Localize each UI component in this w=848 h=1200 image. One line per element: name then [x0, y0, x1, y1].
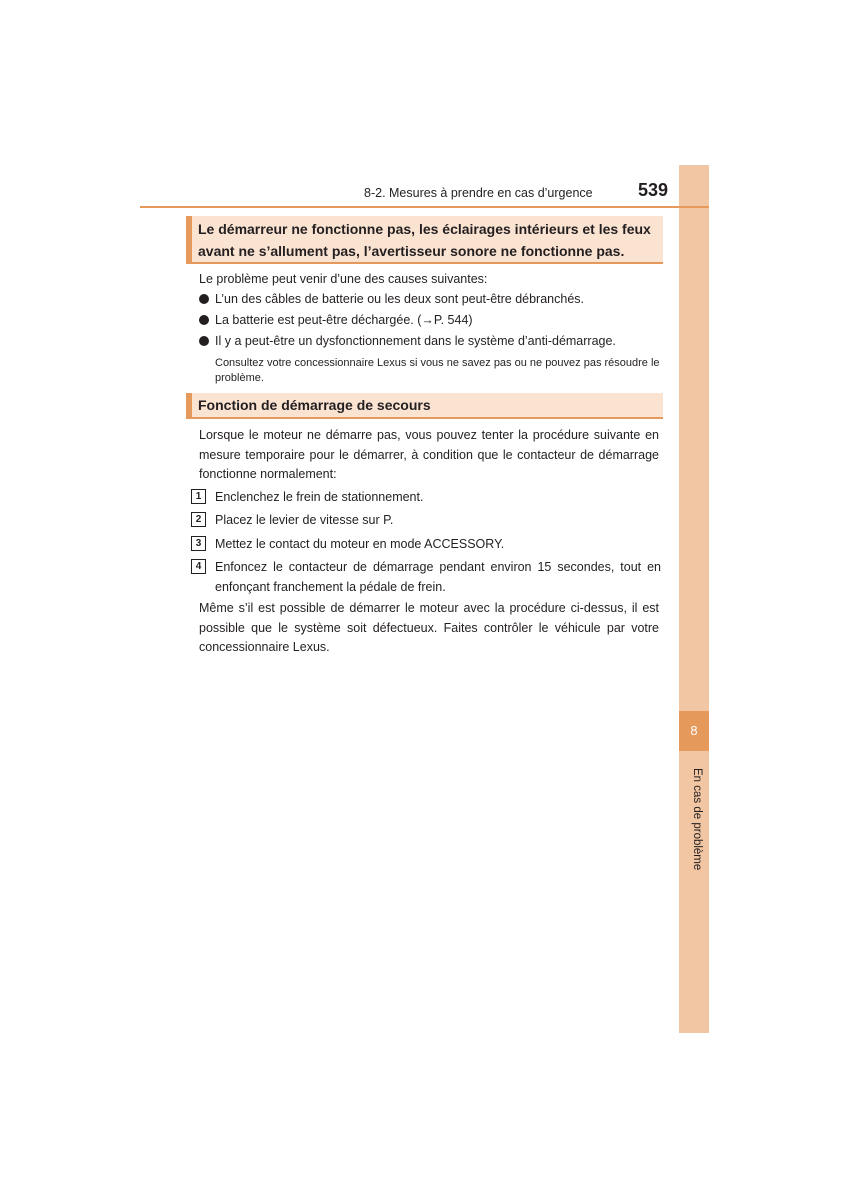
bullet-item — [199, 311, 661, 330]
page-number: 539 — [638, 180, 669, 200]
step-number-box: 1 — [191, 489, 206, 504]
section2-closing: Même s’il est possible de démarrer le moteur avec la procédure ci-dessus, il est possible que le système soit défectueux. Faites contrôler le véhicule par votre concessionnaire Lexus. — [199, 601, 659, 654]
chapter-side-tab — [679, 165, 709, 1033]
step-number-box: 3 — [191, 536, 206, 551]
step-text: Mettez le contact du moteur en mode ACCESSORY. — [215, 537, 505, 551]
heading-text: Fonction de démarrage de secours — [198, 397, 431, 413]
chapter-number-badge: 8 — [679, 711, 709, 751]
section-heading-starter — [186, 216, 663, 264]
step-number-box: 4 — [191, 559, 206, 574]
bullet-icon — [199, 336, 209, 346]
heading-line-1: Le démarreur ne fonctionne pas, les éclairages intérieurs et les feux — [198, 221, 651, 237]
bullet-icon — [199, 294, 209, 304]
heading-line-2: avant ne s’allument pas, l’avertisseur sonore ne fonctionne pas. — [198, 243, 625, 259]
bullet-text: Il y a peut-être un dysfonctionnement dans le système d’anti-démarrage. — [215, 334, 616, 348]
step-text: Placez le levier de vitesse sur P. — [215, 513, 394, 527]
header-rule — [140, 206, 709, 208]
bullet-icon — [199, 315, 209, 325]
section-heading-emergency-start — [186, 393, 663, 419]
section1-note: Consultez votre concessionnaire Lexus si vous ne savez pas ou ne pouvez pas résoudre le problème. — [215, 357, 660, 384]
step-text: Enclenchez le frein de stationnement. — [215, 490, 424, 504]
running-head: 8-2. Mesures à prendre en cas d’urgence — [364, 186, 593, 200]
section1-intro: Le problème peut venir d’une des causes suivantes: — [199, 272, 488, 286]
bullet-text: La batterie est peut-être déchargée. (→P. 544) — [215, 313, 473, 327]
bullet-item — [199, 332, 661, 351]
bullet-text: L’un des câbles de batterie ou les deux sont peut-être débranchés. — [215, 292, 585, 306]
step-text: Enfoncez le contacteur de démarrage pendant environ 15 secondes, tout en enfonçant franchement la pédale de frein. — [215, 560, 661, 594]
bullet-item — [199, 290, 661, 309]
chapter-label: En cas de problème — [691, 768, 703, 871]
section2-intro: Lorsque le moteur ne démarre pas, vous pouvez tenter la procédure suivante en mesure temporaire pour le démarrer, à condition que le contacteur de démarrage fonctionne normalement: — [199, 428, 659, 481]
step-number-box: 2 — [191, 512, 206, 527]
